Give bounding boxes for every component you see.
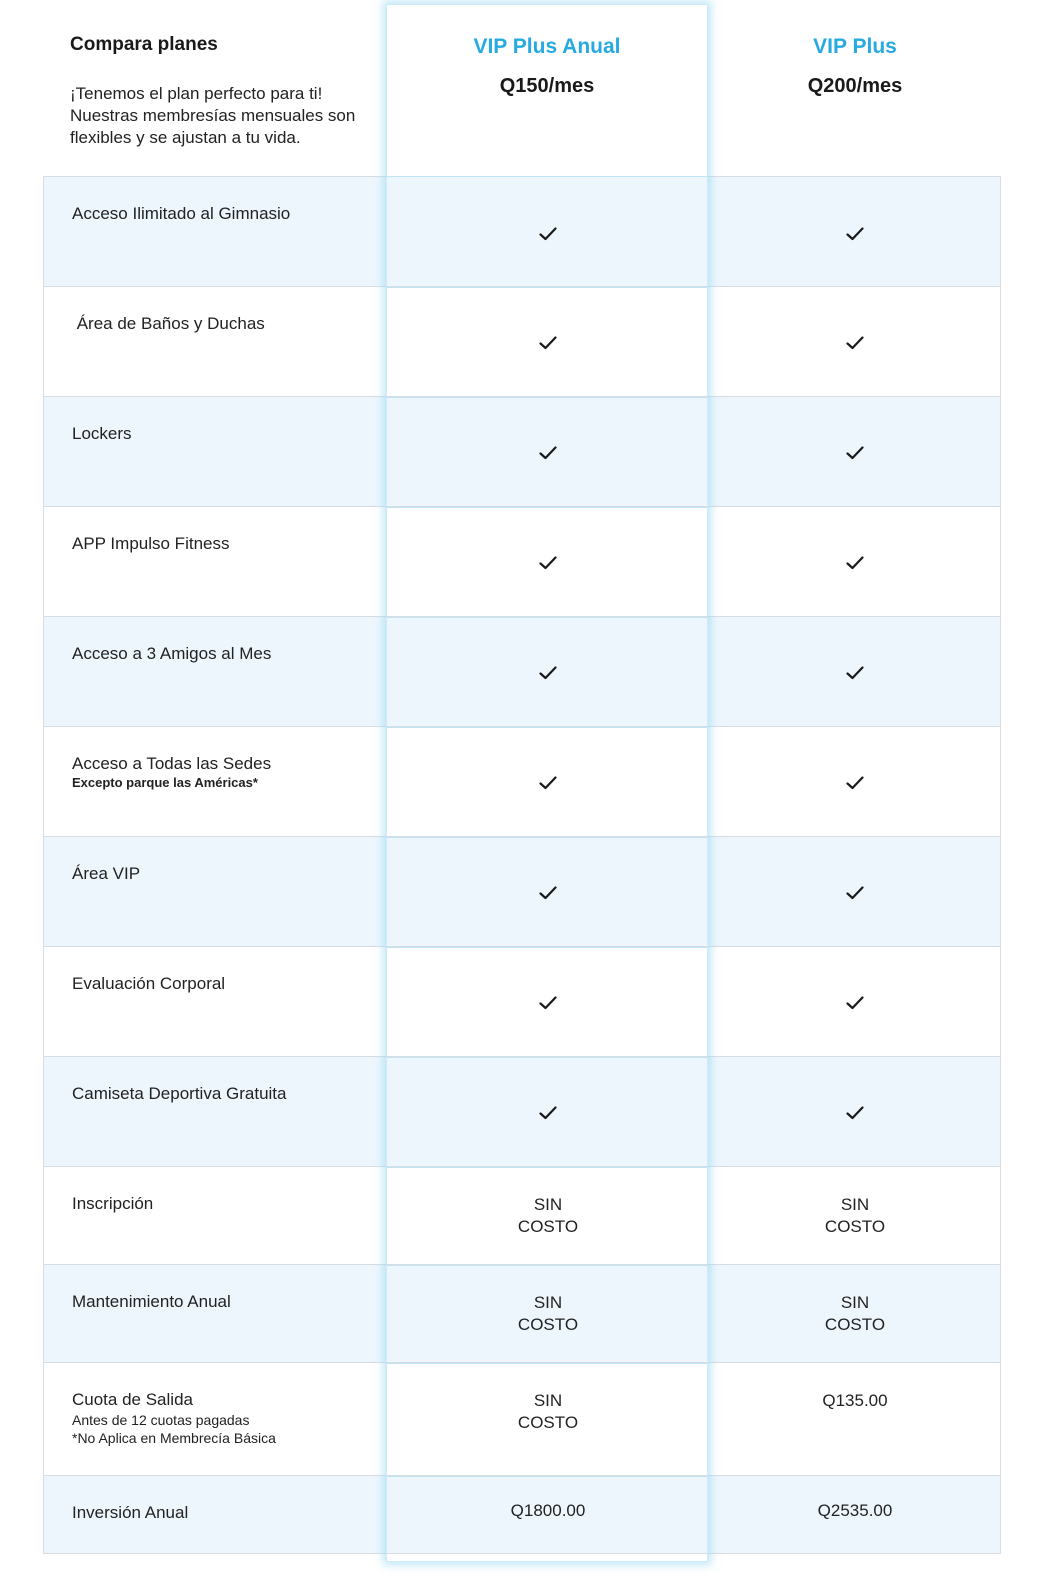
checkmark-icon (846, 886, 864, 900)
plan1-cell (388, 1292, 708, 1336)
feature-label: Acceso a 3 Amigos al Mes (72, 644, 272, 663)
cell-text: SIN (533, 1293, 563, 1312)
plan2-cell (710, 1194, 1000, 1238)
plan1-cell (388, 884, 708, 906)
plan-name: VIP Plus Anual (473, 35, 621, 58)
comparison-header (0, 0, 1049, 176)
checkmark-icon (846, 996, 864, 1010)
cell-text: COSTO (517, 1217, 579, 1236)
checkmark-icon (539, 336, 557, 350)
feature-row (43, 1363, 1001, 1476)
plan2-cell (710, 994, 1000, 1016)
plan2-cell (710, 1292, 1000, 1336)
plan2-cell (710, 225, 1000, 247)
cell-text: SIN (840, 1293, 870, 1312)
plan1-cell (388, 444, 708, 466)
plan-price: Q150/mes (499, 75, 595, 97)
checkmark-icon (539, 446, 557, 460)
checkmark-icon (539, 556, 557, 570)
feature-label: Evaluación Corporal (72, 974, 226, 993)
checkmark-icon (846, 556, 864, 570)
feature-cell (72, 643, 372, 665)
feature-label: Mantenimiento Anual (72, 1292, 231, 1311)
feature-label: Área VIP (72, 864, 141, 883)
feature-label: Inscripción (72, 1194, 154, 1213)
feature-row (43, 1476, 1001, 1554)
feature-note: Antes de 12 cuotas pagadas (72, 1412, 250, 1428)
feature-row (43, 947, 1001, 1057)
plan2-cell (710, 774, 1000, 796)
feature-row (43, 287, 1001, 397)
cell-text: SIN (533, 1195, 563, 1214)
plan2-cell (710, 1500, 1000, 1522)
plan1-cell (388, 554, 708, 576)
plan1-cell (388, 994, 708, 1016)
feature-row (43, 176, 1001, 287)
feature-cell (72, 313, 372, 335)
checkmark-icon (539, 1106, 557, 1120)
feature-label: APP Impulso Fitness (72, 534, 230, 553)
cell-text: COSTO (824, 1315, 886, 1334)
feature-row (43, 507, 1001, 617)
feature-label: Camiseta Deportiva Gratuita (72, 1084, 287, 1103)
feature-note: Excepto parque las Américas* (72, 775, 258, 790)
section-title: Compara planes (70, 34, 218, 55)
feature-cell (72, 1083, 372, 1105)
checkmark-icon (539, 886, 557, 900)
plan1-cell (388, 1194, 708, 1238)
feature-label: Área de Baños y Duchas (72, 314, 265, 333)
cell-text: COSTO (517, 1315, 579, 1334)
plan-header-vip-plus-anual (387, 0, 707, 176)
feature-label: Inversión Anual (72, 1503, 189, 1522)
plan2-cell (710, 1104, 1000, 1126)
feature-cell (72, 1193, 372, 1215)
plan-name: VIP Plus (813, 35, 897, 58)
feature-cell (72, 973, 372, 995)
plan2-cell (710, 334, 1000, 356)
feature-cell (72, 753, 372, 791)
plan1-cell (388, 1390, 708, 1434)
checkmark-icon (539, 227, 557, 241)
feature-cell (72, 203, 372, 225)
feature-label: Acceso Ilimitado al Gimnasio (72, 204, 291, 223)
section-description: ¡Tenemos el plan perfecto para ti! Nuestras membresías mensuales son flexibles y se ajustan a tu vida. (70, 84, 356, 147)
plan-header-vip-plus (710, 0, 1000, 176)
checkmark-icon (846, 666, 864, 680)
checkmark-icon (846, 1106, 864, 1120)
feature-cell (72, 533, 372, 555)
feature-row (43, 727, 1001, 837)
feature-cell (72, 863, 372, 885)
feature-row (43, 1265, 1001, 1363)
checkmark-icon (846, 446, 864, 460)
feature-cell (72, 1389, 372, 1447)
feature-note: *No Aplica en Membrecía Básica (72, 1430, 276, 1446)
checkmark-icon (846, 336, 864, 350)
checkmark-icon (539, 996, 557, 1010)
checkmark-icon (846, 227, 864, 241)
cell-text: Q2535.00 (817, 1501, 893, 1520)
feature-row (43, 837, 1001, 947)
feature-label: Cuota de Salida (72, 1390, 193, 1409)
plan1-cell (388, 1104, 708, 1126)
plan2-cell (710, 664, 1000, 686)
feature-row (43, 1057, 1001, 1167)
plan1-cell (388, 334, 708, 356)
plan1-cell (388, 774, 708, 796)
feature-row (43, 1167, 1001, 1265)
cell-text: COSTO (517, 1413, 579, 1432)
plan1-cell (388, 664, 708, 686)
plan2-cell (710, 554, 1000, 576)
feature-label: Acceso a Todas las Sedes (72, 754, 272, 773)
cell-text: Q135.00 (822, 1391, 888, 1410)
cell-text: Q1800.00 (510, 1501, 586, 1520)
feature-cell (72, 423, 372, 445)
plan1-cell (388, 225, 708, 247)
checkmark-icon (846, 776, 864, 790)
cell-text: SIN (840, 1195, 870, 1214)
feature-cell (72, 1502, 372, 1524)
plan-price: Q200/mes (807, 75, 903, 97)
plan2-cell (710, 1390, 1000, 1412)
plan1-cell (388, 1500, 708, 1522)
feature-label: Lockers (72, 424, 132, 443)
comparison-table (43, 176, 1001, 1554)
feature-row (43, 397, 1001, 507)
plan2-cell (710, 884, 1000, 906)
feature-row (43, 617, 1001, 727)
checkmark-icon (539, 666, 557, 680)
plan2-cell (710, 444, 1000, 466)
cell-text: SIN (533, 1391, 563, 1410)
cell-text: COSTO (824, 1217, 886, 1236)
checkmark-icon (539, 776, 557, 790)
feature-cell (72, 1291, 372, 1313)
